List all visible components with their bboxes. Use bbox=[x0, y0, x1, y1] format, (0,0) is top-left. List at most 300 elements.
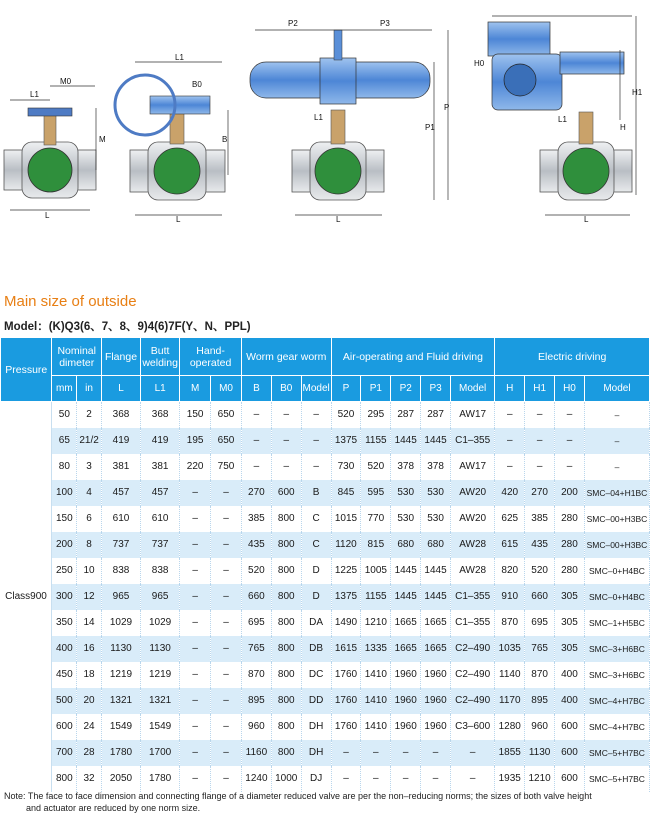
table-cell: 1665 bbox=[391, 610, 421, 636]
table-cell: 280 bbox=[555, 558, 585, 584]
table-cell: C2–490 bbox=[450, 662, 494, 688]
table-cell: 960 bbox=[241, 714, 271, 740]
table-cell: DC bbox=[301, 662, 331, 688]
table-cell: 960 bbox=[525, 714, 555, 740]
table-cell: – bbox=[211, 688, 242, 714]
drawing-electric bbox=[474, 16, 643, 224]
header-electric: Electric driving bbox=[495, 338, 650, 376]
sub-header-row bbox=[1, 376, 650, 402]
subheader-h1-15: H1 bbox=[525, 376, 555, 402]
table-cell: 1375 bbox=[331, 584, 361, 610]
table-cell: 3 bbox=[77, 454, 102, 480]
table-cell: 650 bbox=[211, 428, 242, 454]
table-cell: 100 bbox=[52, 480, 77, 506]
table-cell: 1960 bbox=[391, 662, 421, 688]
table-cell: 1490 bbox=[331, 610, 361, 636]
table-cell: 18 bbox=[77, 662, 102, 688]
subheader-b0-7: B0 bbox=[271, 376, 301, 402]
table-cell: – bbox=[495, 402, 525, 428]
table-cell: – bbox=[180, 714, 211, 740]
subheader-p2-11: P2 bbox=[391, 376, 421, 402]
table-cell: 600 bbox=[271, 480, 301, 506]
label-L: L bbox=[584, 215, 589, 224]
table-cell: 695 bbox=[241, 610, 271, 636]
table-cell: – bbox=[391, 740, 421, 766]
table-row bbox=[1, 740, 650, 766]
table-row bbox=[1, 610, 650, 636]
table-cell: – bbox=[211, 480, 242, 506]
table-row bbox=[1, 506, 650, 532]
header-flange: Flange bbox=[101, 338, 140, 376]
table-cell: SMC–4+H7BC bbox=[584, 688, 649, 714]
table-cell: AW20 bbox=[450, 506, 494, 532]
table-cell: 838 bbox=[101, 558, 140, 584]
table-cell: SMC–04+H1BC bbox=[584, 480, 649, 506]
label-L1: L1 bbox=[558, 115, 567, 124]
label-L: L bbox=[45, 211, 50, 220]
table-cell: – bbox=[584, 428, 649, 454]
table-cell: 65 bbox=[52, 428, 77, 454]
table-cell: – bbox=[180, 636, 211, 662]
table-cell: 750 bbox=[211, 454, 242, 480]
table-cell: 1170 bbox=[495, 688, 525, 714]
table-cell: – bbox=[584, 402, 649, 428]
table-cell: 1760 bbox=[331, 688, 361, 714]
table-cell: – bbox=[180, 740, 211, 766]
table-cell: 1140 bbox=[495, 662, 525, 688]
table-cell: DD bbox=[301, 688, 331, 714]
label-L1: L1 bbox=[175, 53, 184, 62]
table-row bbox=[1, 584, 650, 610]
table-cell: 595 bbox=[361, 480, 391, 506]
table-cell: 600 bbox=[555, 766, 585, 792]
table-cell: C2–490 bbox=[450, 636, 494, 662]
table-cell: – bbox=[525, 428, 555, 454]
table-cell: 660 bbox=[241, 584, 271, 610]
header-butt: Butt welding bbox=[141, 338, 180, 376]
table-cell: 730 bbox=[331, 454, 361, 480]
table-cell: 1225 bbox=[331, 558, 361, 584]
table-cell: 1035 bbox=[495, 636, 525, 662]
table-cell: 695 bbox=[525, 610, 555, 636]
table-cell: 457 bbox=[141, 480, 180, 506]
table-cell: 6 bbox=[77, 506, 102, 532]
table-cell: AW28 bbox=[450, 532, 494, 558]
table-cell: 10 bbox=[77, 558, 102, 584]
table-cell: 368 bbox=[141, 402, 180, 428]
subheader-p-9: P bbox=[331, 376, 361, 402]
table-cell: – bbox=[271, 428, 301, 454]
table-cell: 520 bbox=[361, 454, 391, 480]
table-cell: 838 bbox=[141, 558, 180, 584]
table-cell: – bbox=[180, 688, 211, 714]
table-row bbox=[1, 662, 650, 688]
table-cell: 300 bbox=[52, 584, 77, 610]
table-cell: 420 bbox=[495, 480, 525, 506]
table-cell: 50 bbox=[52, 402, 77, 428]
table-cell: C2–490 bbox=[450, 688, 494, 714]
table-cell: 625 bbox=[495, 506, 525, 532]
table-cell: – bbox=[180, 506, 211, 532]
table-cell: 1445 bbox=[421, 428, 451, 454]
table-cell: 1780 bbox=[141, 766, 180, 792]
table-cell: – bbox=[301, 402, 331, 428]
header-nominal: Nominal dimeter bbox=[52, 338, 101, 376]
table-cell: 450 bbox=[52, 662, 77, 688]
table-cell: 378 bbox=[421, 454, 451, 480]
table-row bbox=[1, 428, 650, 454]
table-cell: 200 bbox=[52, 532, 77, 558]
table-cell: 800 bbox=[271, 532, 301, 558]
table-cell: – bbox=[555, 428, 585, 454]
label-H1: H1 bbox=[632, 88, 643, 97]
table-cell: 1665 bbox=[421, 610, 451, 636]
table-cell: – bbox=[211, 662, 242, 688]
table-cell: AW20 bbox=[450, 480, 494, 506]
label-B: B bbox=[222, 135, 228, 144]
table-cell: C bbox=[301, 532, 331, 558]
table-cell: 1321 bbox=[141, 688, 180, 714]
table-cell: 1219 bbox=[141, 662, 180, 688]
table-cell: C1–355 bbox=[450, 428, 494, 454]
table-cell: 1000 bbox=[271, 766, 301, 792]
table-cell: 1280 bbox=[495, 714, 525, 740]
table-cell: – bbox=[211, 506, 242, 532]
table-cell: – bbox=[555, 402, 585, 428]
table-cell: – bbox=[211, 610, 242, 636]
table-row bbox=[1, 766, 650, 792]
header-air: Air-operating and Fluid driving bbox=[331, 338, 495, 376]
table-cell: – bbox=[450, 766, 494, 792]
table-cell: 765 bbox=[241, 636, 271, 662]
table-cell: 195 bbox=[180, 428, 211, 454]
table-cell: SMC–5+H7BC bbox=[584, 766, 649, 792]
label-P2: P2 bbox=[288, 19, 298, 28]
table-cell: 1015 bbox=[331, 506, 361, 532]
subheader-m-4: M bbox=[180, 376, 211, 402]
table-cell: – bbox=[241, 402, 271, 428]
table-cell: 600 bbox=[555, 740, 585, 766]
table-cell: 800 bbox=[271, 662, 301, 688]
table-cell: 385 bbox=[241, 506, 271, 532]
valve-drawings bbox=[0, 0, 650, 250]
table-cell: – bbox=[301, 428, 331, 454]
footnote-line-2: and actuator are reduced by one norm size. bbox=[26, 803, 201, 813]
table-cell: 368 bbox=[101, 402, 140, 428]
table-cell: SMC–1+H5BC bbox=[584, 610, 649, 636]
table-cell: 1960 bbox=[421, 714, 451, 740]
table-cell: – bbox=[211, 584, 242, 610]
table-cell: 870 bbox=[495, 610, 525, 636]
table-cell: 280 bbox=[555, 506, 585, 532]
table-cell: 1960 bbox=[391, 714, 421, 740]
table-cell: 1120 bbox=[331, 532, 361, 558]
subheader-m0-5: M0 bbox=[211, 376, 242, 402]
label-L1: L1 bbox=[314, 113, 323, 122]
table-cell: 80 bbox=[52, 454, 77, 480]
label-L: L bbox=[176, 215, 181, 224]
table-cell: 500 bbox=[52, 688, 77, 714]
table-cell: 1960 bbox=[391, 688, 421, 714]
table-cell: 737 bbox=[101, 532, 140, 558]
table-cell: 1375 bbox=[331, 428, 361, 454]
header-hand: Hand-operated bbox=[180, 338, 242, 376]
table-cell: 1615 bbox=[331, 636, 361, 662]
table-cell: – bbox=[180, 532, 211, 558]
table-cell: 287 bbox=[421, 402, 451, 428]
table-cell: – bbox=[180, 558, 211, 584]
table-cell: 1960 bbox=[421, 662, 451, 688]
drawing-hand-operated bbox=[4, 77, 106, 220]
table-row bbox=[1, 454, 650, 480]
table-cell: 1410 bbox=[361, 688, 391, 714]
drawing-worm-gear bbox=[115, 53, 228, 224]
label-H: H bbox=[620, 123, 626, 132]
table-cell: – bbox=[241, 428, 271, 454]
table-cell: 1240 bbox=[241, 766, 271, 792]
table-cell: SMC–3+H6BC bbox=[584, 662, 649, 688]
table-cell: 610 bbox=[141, 506, 180, 532]
table-cell: – bbox=[180, 584, 211, 610]
label-P3: P3 bbox=[380, 19, 390, 28]
table-cell: – bbox=[421, 766, 451, 792]
table-cell: SMC–4+H7BC bbox=[584, 714, 649, 740]
table-cell: 270 bbox=[241, 480, 271, 506]
table-cell: 845 bbox=[331, 480, 361, 506]
table-cell: AW28 bbox=[450, 558, 494, 584]
table-cell: – bbox=[211, 636, 242, 662]
table-cell: 1219 bbox=[101, 662, 140, 688]
table-cell: 765 bbox=[525, 636, 555, 662]
table-cell: D bbox=[301, 584, 331, 610]
table-cell: 1760 bbox=[331, 662, 361, 688]
table-cell: – bbox=[421, 740, 451, 766]
table-row bbox=[1, 558, 650, 584]
table-cell: 895 bbox=[525, 688, 555, 714]
table-cell: 1665 bbox=[391, 636, 421, 662]
table-cell: 1855 bbox=[495, 740, 525, 766]
table-cell: 610 bbox=[101, 506, 140, 532]
table-cell: 20 bbox=[77, 688, 102, 714]
table-row bbox=[1, 480, 650, 506]
table-cell: 270 bbox=[525, 480, 555, 506]
table-cell: 350 bbox=[52, 610, 77, 636]
table-cell: 1130 bbox=[141, 636, 180, 662]
table-cell: 700 bbox=[52, 740, 77, 766]
subheader-h-14: H bbox=[495, 376, 525, 402]
header-worm: Worm gear worm bbox=[241, 338, 331, 376]
table-cell: 520 bbox=[331, 402, 361, 428]
table-cell: 400 bbox=[52, 636, 77, 662]
table-cell: 295 bbox=[361, 402, 391, 428]
table-cell: DH bbox=[301, 714, 331, 740]
table-cell: 815 bbox=[361, 532, 391, 558]
table-row bbox=[1, 714, 650, 740]
table-cell: 435 bbox=[525, 532, 555, 558]
subheader-in-1: in bbox=[77, 376, 102, 402]
table-cell: 910 bbox=[495, 584, 525, 610]
table-cell: 1155 bbox=[361, 584, 391, 610]
table-cell: 820 bbox=[495, 558, 525, 584]
table-cell: – bbox=[555, 454, 585, 480]
table-cell: 520 bbox=[241, 558, 271, 584]
table-cell: 1160 bbox=[241, 740, 271, 766]
table-cell: 1155 bbox=[361, 428, 391, 454]
table-cell: 600 bbox=[52, 714, 77, 740]
table-cell: – bbox=[301, 454, 331, 480]
subheader-l-2: L bbox=[101, 376, 140, 402]
table-cell: 419 bbox=[101, 428, 140, 454]
table-cell: 800 bbox=[271, 610, 301, 636]
table-cell: 32 bbox=[77, 766, 102, 792]
table-cell: 24 bbox=[77, 714, 102, 740]
table-row bbox=[1, 688, 650, 714]
table-cell: 305 bbox=[555, 584, 585, 610]
table-cell: – bbox=[241, 454, 271, 480]
table-cell: SMC–0+H4BC bbox=[584, 558, 649, 584]
table-cell: 1210 bbox=[525, 766, 555, 792]
table-cell: AW17 bbox=[450, 454, 494, 480]
header-pressure: Pressure bbox=[1, 338, 52, 402]
table-cell: 381 bbox=[141, 454, 180, 480]
table-cell: 400 bbox=[555, 662, 585, 688]
drawing-pneumatic bbox=[250, 19, 449, 224]
table-cell: 615 bbox=[495, 532, 525, 558]
table-cell: – bbox=[271, 402, 301, 428]
table-cell: – bbox=[211, 714, 242, 740]
table-cell: – bbox=[211, 558, 242, 584]
table-cell: 680 bbox=[421, 532, 451, 558]
table-cell: 2050 bbox=[101, 766, 140, 792]
dimension-table bbox=[0, 337, 650, 792]
table-cell: 1445 bbox=[421, 558, 451, 584]
table-cell: 1780 bbox=[101, 740, 140, 766]
table-cell: – bbox=[211, 766, 242, 792]
table-cell: 220 bbox=[180, 454, 211, 480]
table-cell: 965 bbox=[141, 584, 180, 610]
table-cell: – bbox=[495, 428, 525, 454]
table-cell: 520 bbox=[525, 558, 555, 584]
table-cell: 800 bbox=[271, 714, 301, 740]
table-cell: 1700 bbox=[141, 740, 180, 766]
table-cell: 21/2 bbox=[77, 428, 102, 454]
table-cell: – bbox=[211, 532, 242, 558]
table-cell: – bbox=[180, 480, 211, 506]
table-cell: – bbox=[495, 454, 525, 480]
table-row bbox=[1, 402, 650, 428]
table-cell: AW17 bbox=[450, 402, 494, 428]
table-cell: 28 bbox=[77, 740, 102, 766]
table-cell: B bbox=[301, 480, 331, 506]
table-cell: 870 bbox=[241, 662, 271, 688]
table-row bbox=[1, 636, 650, 662]
table-cell: 1665 bbox=[421, 636, 451, 662]
table-cell: C1–355 bbox=[450, 610, 494, 636]
table-cell: 12 bbox=[77, 584, 102, 610]
table-cell: 305 bbox=[555, 610, 585, 636]
table-cell: 1445 bbox=[421, 584, 451, 610]
table-cell: 1029 bbox=[141, 610, 180, 636]
footnote bbox=[4, 790, 649, 814]
table-cell: 385 bbox=[525, 506, 555, 532]
table-cell: 1130 bbox=[525, 740, 555, 766]
table-cell: 150 bbox=[52, 506, 77, 532]
label-M: M bbox=[99, 135, 106, 144]
table-cell: 16 bbox=[77, 636, 102, 662]
table-cell: 1410 bbox=[361, 714, 391, 740]
table-cell: 1935 bbox=[495, 766, 525, 792]
table-cell: 895 bbox=[241, 688, 271, 714]
table-cell: 1760 bbox=[331, 714, 361, 740]
table-cell: 800 bbox=[271, 740, 301, 766]
table-cell: 2 bbox=[77, 402, 102, 428]
subheader-h0-16: H0 bbox=[555, 376, 585, 402]
table-cell: SMC–00+H3BC bbox=[584, 506, 649, 532]
table-cell: 1549 bbox=[141, 714, 180, 740]
table-cell: 600 bbox=[555, 714, 585, 740]
label-L1: L1 bbox=[30, 90, 39, 99]
table-cell: 965 bbox=[101, 584, 140, 610]
table-cell: 1960 bbox=[421, 688, 451, 714]
table-cell: 870 bbox=[525, 662, 555, 688]
table-cell: 530 bbox=[421, 506, 451, 532]
subheader-p1-10: P1 bbox=[361, 376, 391, 402]
table-cell: 378 bbox=[391, 454, 421, 480]
table-cell: 280 bbox=[555, 532, 585, 558]
table-cell: – bbox=[211, 740, 242, 766]
table-cell: 305 bbox=[555, 636, 585, 662]
label-P1: P1 bbox=[425, 123, 435, 132]
table-cell: – bbox=[271, 454, 301, 480]
table-cell: 660 bbox=[525, 584, 555, 610]
table-cell: 1445 bbox=[391, 428, 421, 454]
table-cell: 1549 bbox=[101, 714, 140, 740]
subheader-model-17: Model bbox=[584, 376, 649, 402]
table-cell: 530 bbox=[391, 506, 421, 532]
table-cell: – bbox=[525, 402, 555, 428]
table-cell: 8 bbox=[77, 532, 102, 558]
table-cell: 200 bbox=[555, 480, 585, 506]
table-cell: C3–600 bbox=[450, 714, 494, 740]
table-body bbox=[1, 402, 650, 792]
table-cell: SMC–3+H6BC bbox=[584, 636, 649, 662]
table-cell: 381 bbox=[101, 454, 140, 480]
table-cell: SMC–0+H4BC bbox=[584, 584, 649, 610]
table-cell: 150 bbox=[180, 402, 211, 428]
table-cell: 530 bbox=[421, 480, 451, 506]
subheader-model-13: Model bbox=[450, 376, 494, 402]
table-row bbox=[1, 532, 650, 558]
table-cell: 800 bbox=[271, 558, 301, 584]
label-B0: B0 bbox=[192, 80, 202, 89]
table-cell: 800 bbox=[271, 688, 301, 714]
table-cell: DH bbox=[301, 740, 331, 766]
table-cell: 14 bbox=[77, 610, 102, 636]
table-cell: DB bbox=[301, 636, 331, 662]
table-cell: C bbox=[301, 506, 331, 532]
section-title: Main size of outside bbox=[4, 293, 137, 310]
subheader-l1-3: L1 bbox=[141, 376, 180, 402]
table-cell: 1029 bbox=[101, 610, 140, 636]
table-cell: 1445 bbox=[391, 558, 421, 584]
table-cell: 457 bbox=[101, 480, 140, 506]
table-cell: SMC–00+H3BC bbox=[584, 532, 649, 558]
table-cell: SMC–5+H7BC bbox=[584, 740, 649, 766]
table-cell: 800 bbox=[271, 506, 301, 532]
table-cell: 1321 bbox=[101, 688, 140, 714]
table-cell: 1335 bbox=[361, 636, 391, 662]
subheader-b-6: B bbox=[241, 376, 271, 402]
